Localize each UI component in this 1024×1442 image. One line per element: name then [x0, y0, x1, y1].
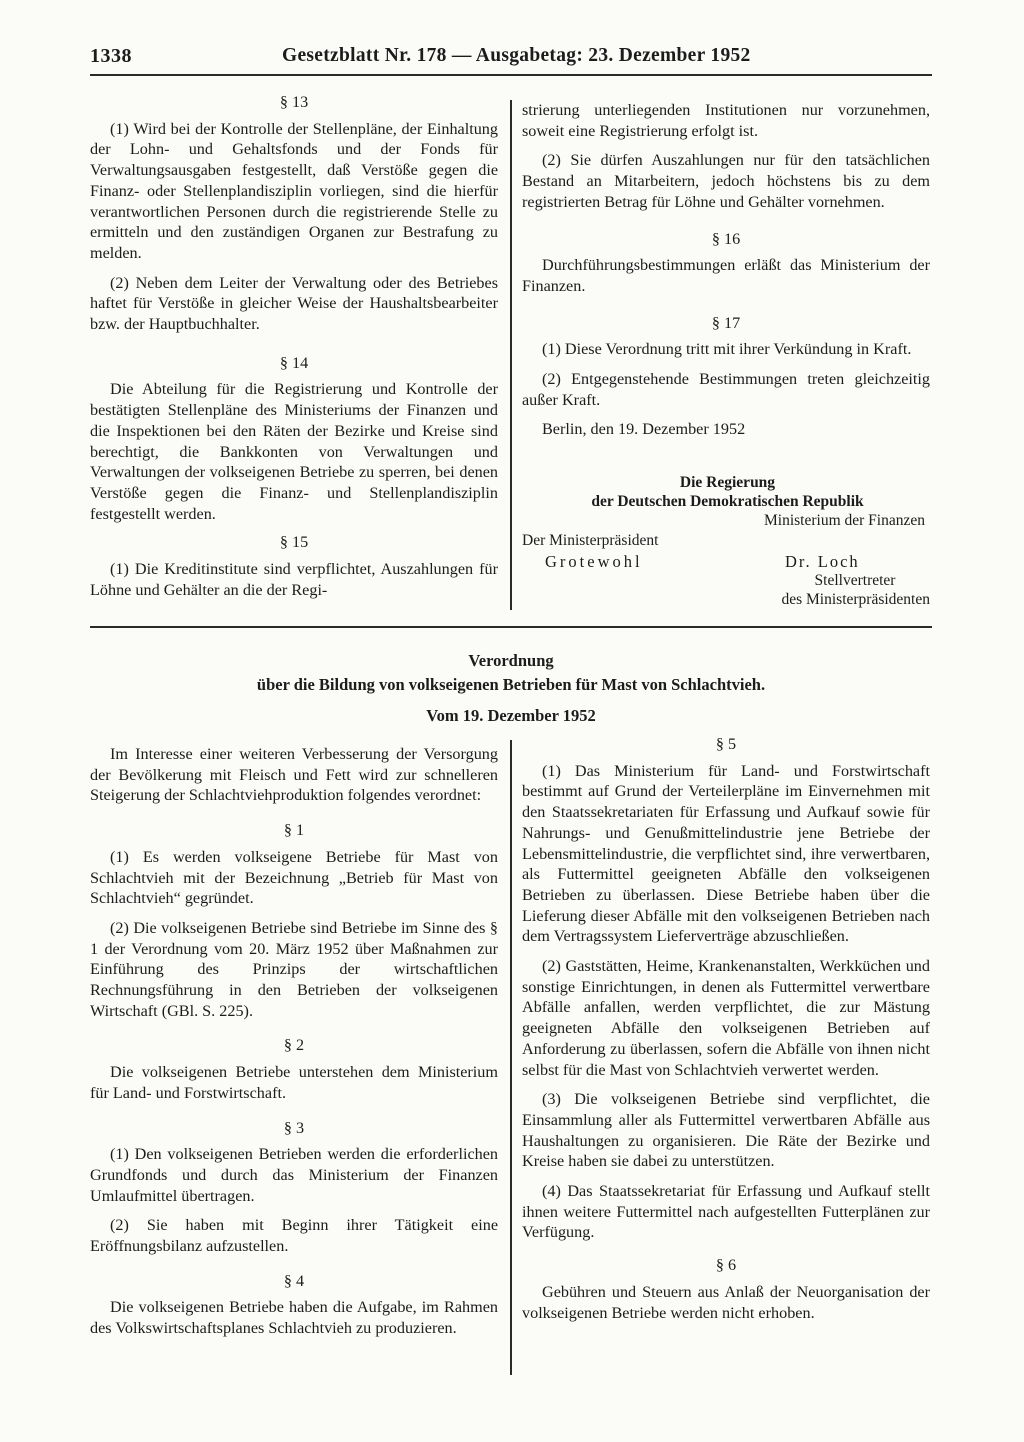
- header-rule: [90, 74, 932, 76]
- section-14-paragraph-1: Die Abteilung für die Registrierung und Kontrolle der bestätigten Stellenpläne des Ministeriums der Finanzen und die Inspektionen bei den Räten der Bezirke und Kreise sind berechtigt, die Bankkonten von Verwaltungen und Verwaltungen der volkseigenen Betriebe zu sperren, bei denen Verstöße gegen die Finanz- und Stellenplandisziplin festgestellt werden.: [90, 380, 498, 523]
- section-1-paragraph-1: (1) Es werden volkseigene Betriebe für Mast von Schlachtvieh mit der Bezeichnung „Betrieb für Mast von Schlachtvieh“ gegründet.: [90, 847, 498, 908]
- section-5-heading: § 5: [715, 735, 737, 753]
- section-4-heading: § 4: [283, 1271, 305, 1290]
- section-13-heading: § 13: [279, 93, 309, 111]
- gazette-header-title: Gesetzblatt Nr. 178 — Ausgabetag: 23. Dezember 1952: [282, 45, 751, 66]
- section-6-heading: § 6: [715, 1256, 737, 1275]
- decree-date: Vom 19. Dezember 1952: [426, 706, 596, 725]
- upper-column-divider: [510, 100, 512, 610]
- government-line-2: der Deutschen Demokratischen Republik: [591, 493, 864, 510]
- section-2-heading: § 2: [283, 1036, 305, 1055]
- government-line-1: Die Regierung: [679, 474, 776, 491]
- section-6-paragraph-1: Gebühren und Steuern aus Anlaß der Neuorganisation der volkseigenen Betriebe werden nicht erhoben.: [522, 1282, 930, 1322]
- lower-left-column: [90, 744, 498, 1339]
- section-17-heading: § 17: [711, 313, 741, 332]
- section-5-paragraph-2: (2) Gaststätten, Heime, Krankenanstalten, Werkküchen und sonstige Einrichtungen, in denen als Futtermittel verwertbare Abfälle anfallen, werden verpflichtet, die zur Mästung geeigneten Abfälle den volkseigenen Betrieben auf Anforderung zu überlassen, sofern die Abfälle von ihnen nicht selbst für die Mast von Schlachtvieh verwertet werden.: [522, 957, 930, 1079]
- section-16-heading: § 16: [711, 229, 741, 248]
- section-3-paragraph-1: (1) Den volkseigenen Betrieben werden die erforderlichen Grundfonds und durch das Ministerium der Finanzen Umlaufmittel übertragen.: [90, 1145, 498, 1205]
- deputy-title-2: des Ministerpräsidenten: [781, 591, 930, 608]
- section-13-paragraph-1: (1) Wird bei der Kontrolle der Stellenpläne, der Einhaltung der Lohn- und Gehaltsfonds und der Fonds für Verwaltungsausgaben festgestellt, daß Verstöße gegen die Finanz- oder Stellenplandisziplin vorliegen, sind die hierfür verantwortlichen Personen durch die registrierende Stelle zu ermitteln und den zuständigen Organen zur Bestrafung zu melden.: [90, 119, 498, 262]
- section-3-paragraph-2: (2) Sie haben mit Beginn ihrer Tätigkeit eine Eröffnungsbilanz aufzustellen.: [90, 1216, 498, 1256]
- section-17-paragraph-2: (2) Entgegenstehende Bestimmungen treten gleichzeitig außer Kraft.: [522, 370, 930, 409]
- deputy-title-1: Stellvertreter: [814, 572, 896, 589]
- section-5-paragraph-3: (3) Die volkseigenen Betriebe sind verpflichtet, die Einsammlung aller als Futtermittel verwertbaren Abfälle aus Haushaltungen zu organisieren. Die Räte der Bezirke und Kreise haben sie dabei zu unterstützen.: [522, 1090, 930, 1171]
- section-15-continuation: strierung unterliegenden Institutionen nur vorzunehmen, soweit eine Registrierung erfolgt ist.: [522, 101, 930, 140]
- lower-column-divider: [510, 740, 512, 1375]
- section-5-paragraph-4: (4) Das Staatssekretariat für Erfassung und Aufkauf stellt ihnen weitere Futtermittel nach aufgestellten Futterplänen zur Verfügung.: [522, 1182, 930, 1242]
- place-and-date: Berlin, den 19. Dezember 1952: [542, 420, 746, 439]
- section-16-paragraph-1: Durchführungsbestimmungen erläßt das Ministerium der Finanzen.: [522, 256, 930, 295]
- section-15-paragraph-2: (2) Sie dürfen Auszahlungen nur für den tatsächlichen Bestand an Mitarbeitern, jedoch höchstens bis zu dem registrierten Betrag für Löhne und Gehälter vornehmen.: [522, 151, 930, 211]
- prime-minister-title: Der Ministerpräsident: [522, 532, 659, 549]
- section-separator-rule: [90, 626, 932, 628]
- deputy-name: Dr. Loch: [785, 552, 860, 571]
- section-4-paragraph-1: Die volkseigenen Betriebe haben die Aufgabe, im Rahmen des Volkswirtschaftsplanes Schlachtvieh zu produzieren.: [90, 1298, 498, 1338]
- section-5-paragraph-1: (1) Das Ministerium für Land- und Forstwirtschaft bestimmt auf Grund der Verteilerpläne im Einvernehmen mit den Staatssekretariaten für Erfassung und Aufkauf sowie für Nahrungs- und Genußmittelindustrie jene Betriebe der Lebensmittelindustrie, die verpflichtet sind, ihre verwertbaren, als Futtermittel geeigneten Abfälle den volkseigenen Betrieben zu überlassen. Diese Betriebe haben über die Lieferung dieser Abfälle mit den volkseigenen Betrieben nach dem Vertragssystem Lieferverträge abzuschließen.: [522, 761, 930, 946]
- ministry-name: Ministerium der Finanzen: [764, 512, 925, 529]
- decree-intro: Im Interesse einer weiteren Verbesserung der Versorgung der Bevölkerung mit Fleisch und Fett wird zur schnelleren Steigerung der Schlachtviehproduktion folgendes verordnet:: [90, 745, 498, 805]
- lower-right-column: [522, 734, 930, 1323]
- decree-subtitle: über die Bildung von volkseigenen Betrieben für Mast von Schlachtvieh.: [256, 675, 766, 694]
- section-1-heading: § 1: [283, 821, 305, 840]
- upper-left-column: [90, 92, 498, 600]
- section-17-paragraph-1: (1) Diese Verordnung tritt mit ihrer Verkündung in Kraft.: [542, 340, 912, 359]
- section-15-heading: § 15: [279, 533, 309, 552]
- page-number: 1338: [90, 45, 132, 67]
- section-13-paragraph-2: (2) Neben dem Leiter der Verwaltung oder des Betriebes haftet für Verstöße in gleicher Weise der Haushaltsbearbeiter bzw. der Hauptbuchhalter.: [90, 273, 498, 334]
- upper-right-column: [522, 100, 930, 440]
- section-14-heading: § 14: [279, 353, 309, 372]
- section-3-heading: § 3: [283, 1118, 305, 1137]
- section-15-paragraph-1: (1) Die Kreditinstitute sind verpflichtet, Auszahlungen für Löhne und Gehälter an die der Regi-: [90, 560, 498, 599]
- section-1-paragraph-2: (2) Die volkseigenen Betriebe sind Betriebe im Sinne des § 1 der Verordnung vom 20. März 1952 über Maßnahmen zur Einführung des Prinzips der wirtschaftlichen Rechnungsführung in den Betrieben der volkseigenen Wirtschaft (GBl. S. 225).: [90, 918, 498, 1020]
- prime-minister-name: Grotewohl: [545, 552, 643, 571]
- section-2-paragraph-1: Die volkseigenen Betriebe unterstehen dem Ministerium für Land- und Forstwirtschaft.: [90, 1063, 498, 1102]
- decree-title: Verordnung: [468, 651, 554, 670]
